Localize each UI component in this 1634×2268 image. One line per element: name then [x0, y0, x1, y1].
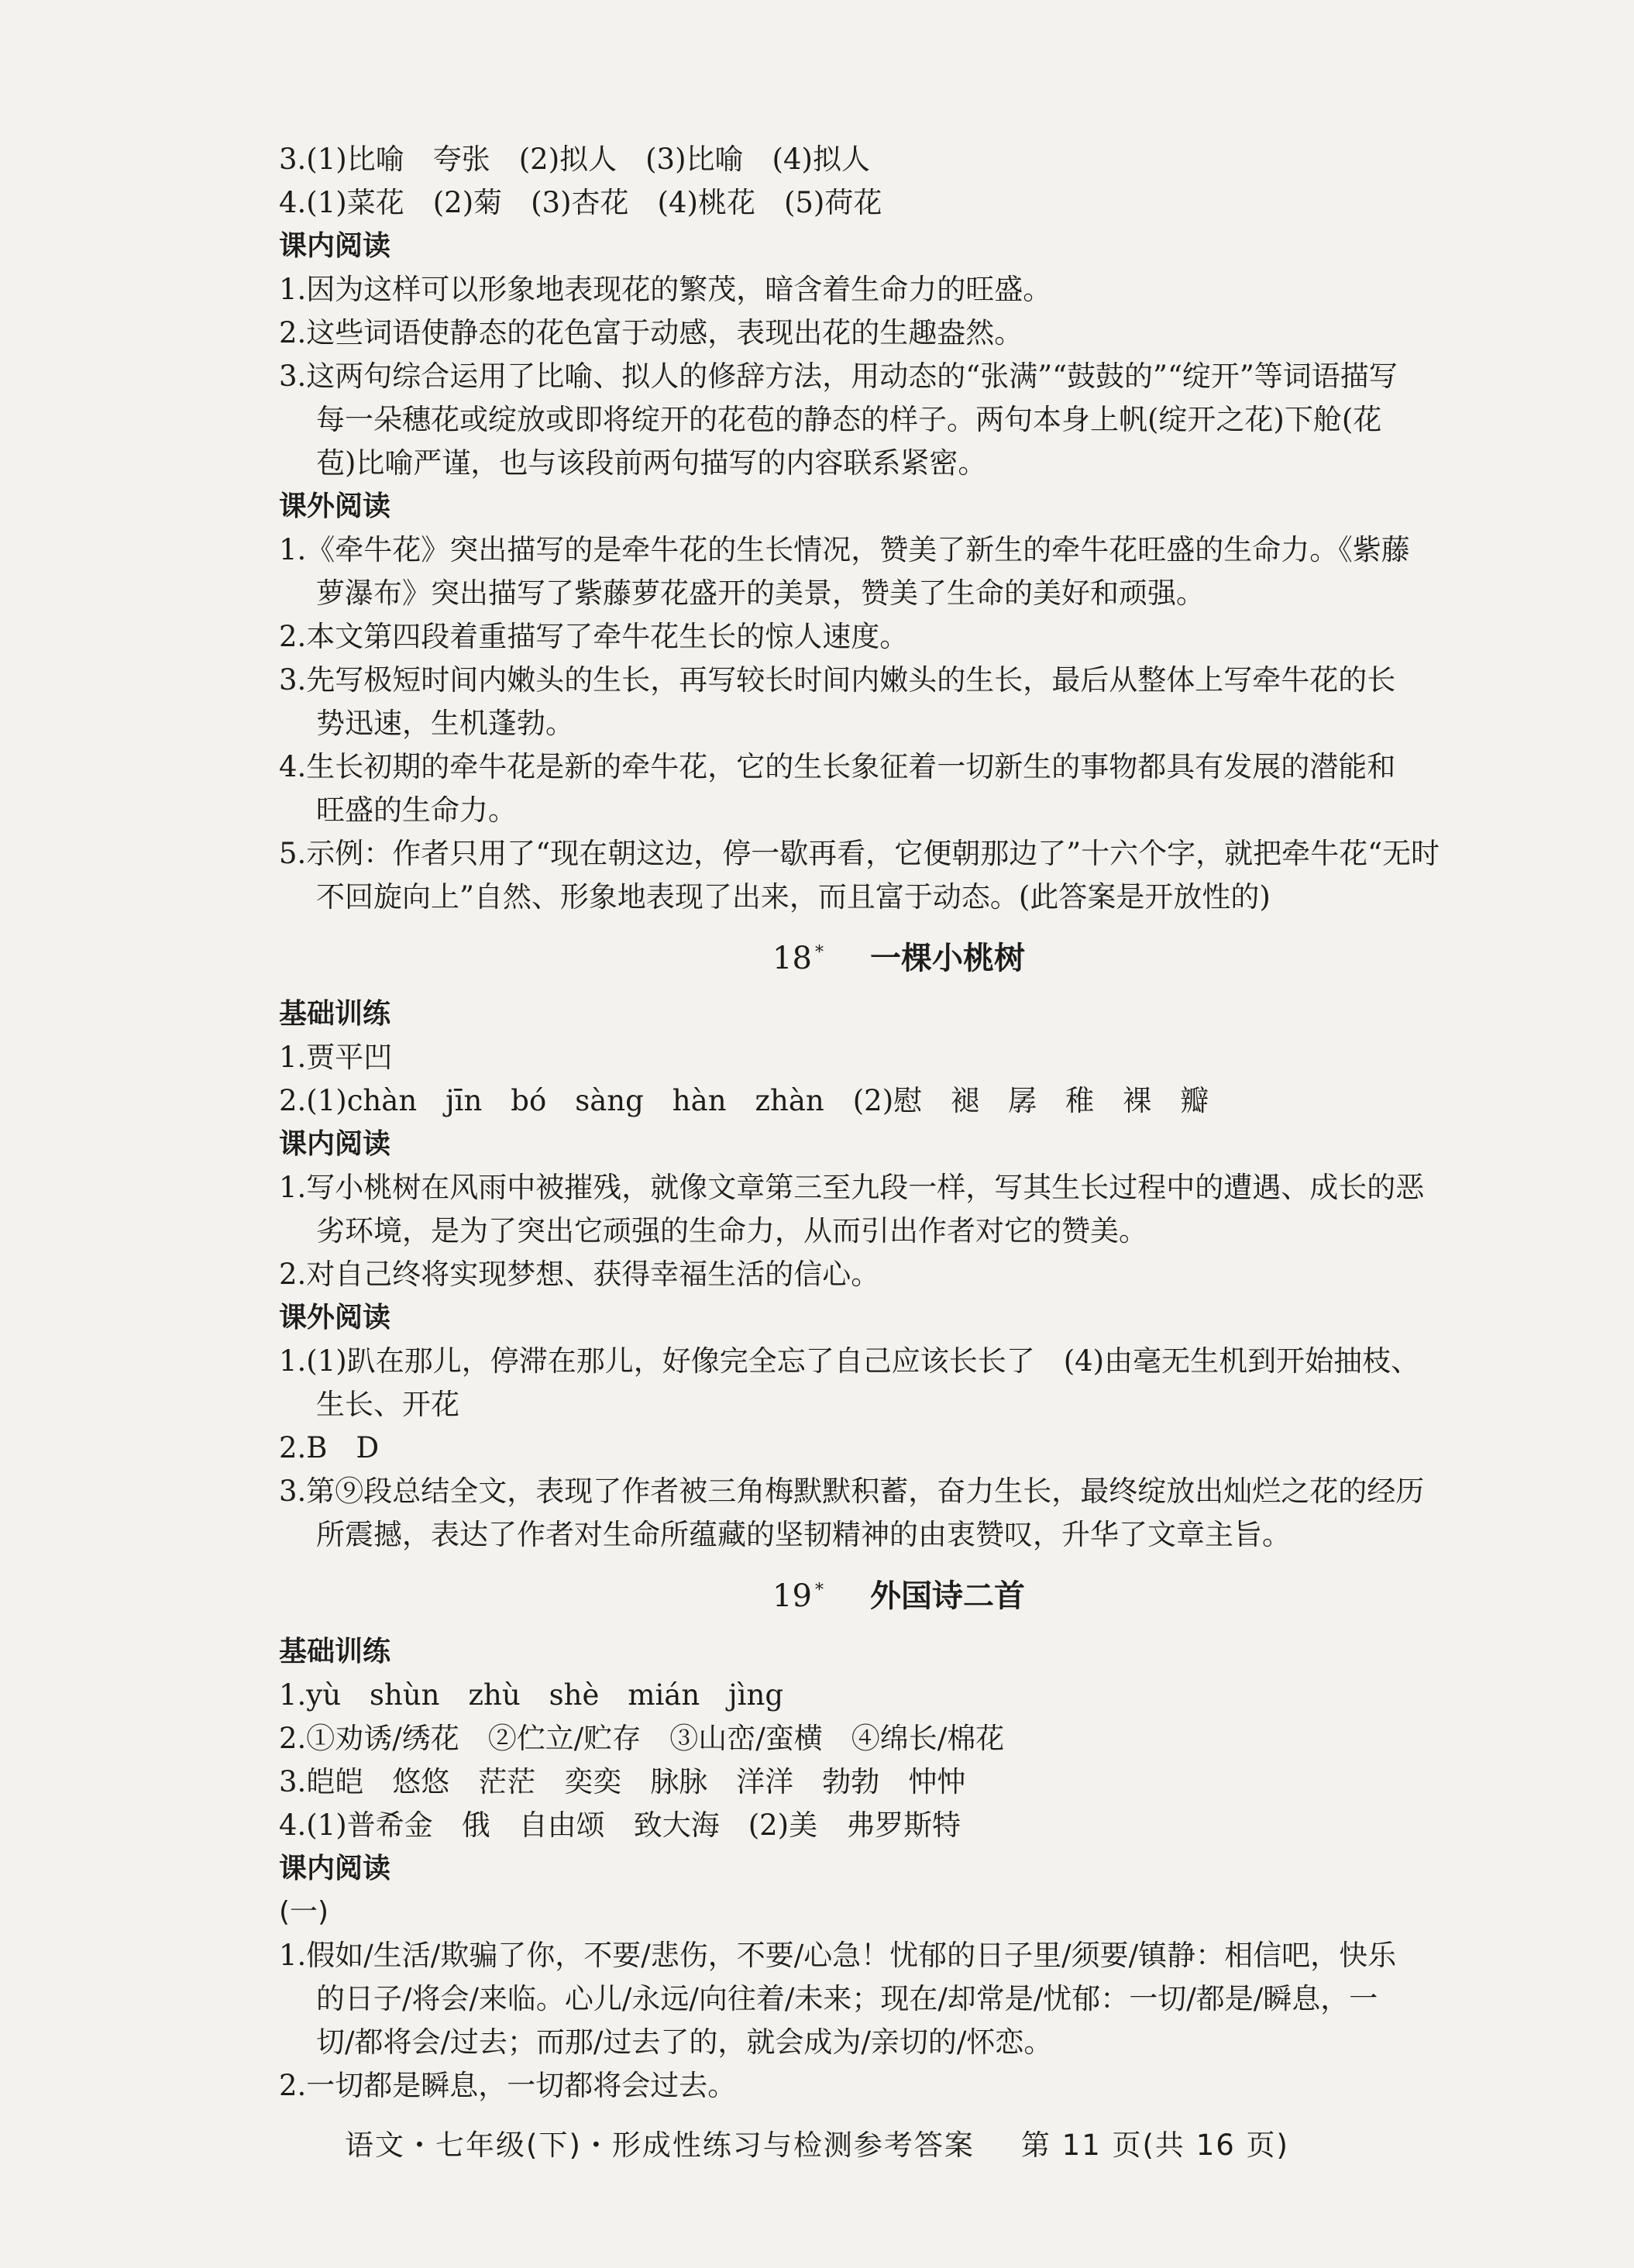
section-heading: 基础训练	[279, 1636, 391, 1667]
answer-line: 苞)比喻严谨，也与该段前两句描写的内容联系紧密。	[316, 446, 987, 480]
section-heading: 课外阅读	[279, 1302, 391, 1334]
answer-line: 2.①劝诱/绣花 ②伫立/贮存 ③山峦/蛮横 ④绵长/棉花	[279, 1722, 1005, 1755]
answer-line: 3.这两句综合运用了比喻、拟人的修辞方法，用动态的“张满”“鼓鼓的”“绽开”等词语描写	[279, 360, 1398, 393]
answer-line: 2.对自己终将实现梦想、获得幸福生活的信心。	[279, 1258, 880, 1291]
section-heading: 课内阅读	[279, 1853, 391, 1884]
answer-line: 3.(1)比喻 夸张 (2)拟人 (3)比喻 (4)拟人	[279, 143, 870, 176]
answer-line: 3.皑皑 悠悠 茫茫 奕奕 脉脉 洋洋 勃勃 忡忡	[279, 1765, 966, 1798]
page-number: 第 11 页(共 16 页)	[1020, 2129, 1289, 2162]
answer-line: 5.示例：作者只用了“现在朝这边，停一歇再看，它便朝那边了”十六个字，就把牵牛花“无时	[279, 837, 1440, 870]
answer-line: 3.第⑨段总结全文，表现了作者被三角梅默默积蓄，奋力生长，最终绽放出灿烂之花的经历	[279, 1475, 1425, 1508]
answer-line: 4.(1)普希金 俄 自由颂 致大海 (2)美 弗罗斯特	[279, 1809, 961, 1842]
section-heading: 课外阅读	[279, 490, 391, 522]
answer-line: 势迅速，生机蓬勃。	[316, 707, 574, 740]
footer-title: 语文・七年级(下)・形成性练习与检测参考答案	[345, 2129, 975, 2162]
section-heading: 课内阅读	[279, 230, 391, 262]
answer-line: 2.本文第四段着重描写了牵牛花生长的惊人速度。	[279, 620, 909, 653]
answer-line: 1.因为这样可以形象地表现花的繁茂，暗含着生命力的旺盛。	[279, 273, 1052, 306]
answer-line: 每一朵穗花或绽放或即将绽开的花苞的静态的样子。两句本身上帆(绽开之花)下舱(花	[316, 403, 1382, 436]
answer-line: 3.先写极短时间内嫩头的生长，再写较长时间内嫩头的生长，最后从整体上写牵牛花的长	[279, 663, 1396, 697]
lesson-title	[279, 1557, 1519, 1630]
section-heading: 课内阅读	[279, 1128, 391, 1160]
answer-line: 4.(1)菜花 (2)菊 (3)杏花 (4)桃花 (5)荷花	[279, 186, 882, 219]
answer-line: 2.这些词语使静态的花色富于动感，表现出花的生趣盎然。	[279, 316, 1023, 349]
answer-line: 1.《牵牛花》突出描写的是牵牛花的生长情况，赞美了新生的牵牛花旺盛的生命力。《紫藤	[279, 533, 1410, 566]
answer-line: 萝瀑布》突出描写了紫藤萝花盛开的美景，赞美了生命的美好和顽强。	[316, 576, 1205, 610]
lesson-title	[279, 919, 1519, 993]
answer-line: 不回旋向上”自然、形象地表现了出来，而且富于动态。(此答案是开放性的)	[316, 880, 1271, 914]
answer-line: 4.生长初期的牵牛花是新的牵牛花，它的生长象征着一切新生的事物都具有发展的潜能和	[279, 750, 1396, 783]
lesson-number: 19 *	[772, 1578, 824, 1614]
answer-line: 劣环境，是为了突出它顽强的生命力，从而引出作者对它的赞美。	[316, 1214, 1147, 1248]
answer-page	[279, 138, 1519, 2108]
lesson-number: 18 *	[772, 941, 824, 976]
lesson-name: 外国诗二首	[869, 1578, 1025, 1614]
answer-line: 旺盛的生命力。	[316, 793, 517, 827]
answer-line: 2.一切都是瞬息，一切都将会过去。	[279, 2069, 737, 2102]
answer-line: 生长、开花	[316, 1388, 459, 1421]
section-heading: 基础训练	[279, 998, 391, 1030]
answer-line: 1.yù shùn zhù shè mián jìng	[279, 1678, 784, 1712]
answer-line: 所震撼，表达了作者对生命所蕴藏的坚韧精神的由衷赞叹，升华了文章主旨。	[316, 1518, 1291, 1551]
answer-line: 1.(1)趴在那儿，停滞在那儿，好像完全忘了自己应该长长了 (4)由毫无生机到开始抽枝、	[279, 1344, 1420, 1378]
part-label: (一)	[279, 1896, 329, 1928]
answer-line: 1.假如/生活/欺骗了你，不要/悲伤，不要/心急！忧郁的日子里/须要/镇静：相信吧，快乐	[279, 1939, 1397, 1972]
answer-line: 1.贾平凹	[279, 1041, 393, 1074]
answer-line: 切/都将会/过去；而那/过去了的，就会成为/亲切的/怀恋。	[316, 2025, 1053, 2059]
answer-line: 1.写小桃树在风雨中被摧残，就像文章第三至九段一样，写其生长过程中的遭遇、成长的恶	[279, 1171, 1425, 1204]
answer-line: 2.B D	[279, 1431, 380, 1464]
page-footer	[0, 2122, 1634, 2163]
answer-line: 的日子/将会/来临。心儿/永远/向往着/未来；现在/却常是/忧郁：一切/都是/瞬息，一	[316, 1982, 1378, 2015]
answer-line: 2.(1)chàn jīn bó sàng hàn zhàn (2)慰 褪 孱 稚 裸 瓣	[279, 1084, 1209, 1117]
lesson-name: 一棵小桃树	[869, 941, 1025, 976]
